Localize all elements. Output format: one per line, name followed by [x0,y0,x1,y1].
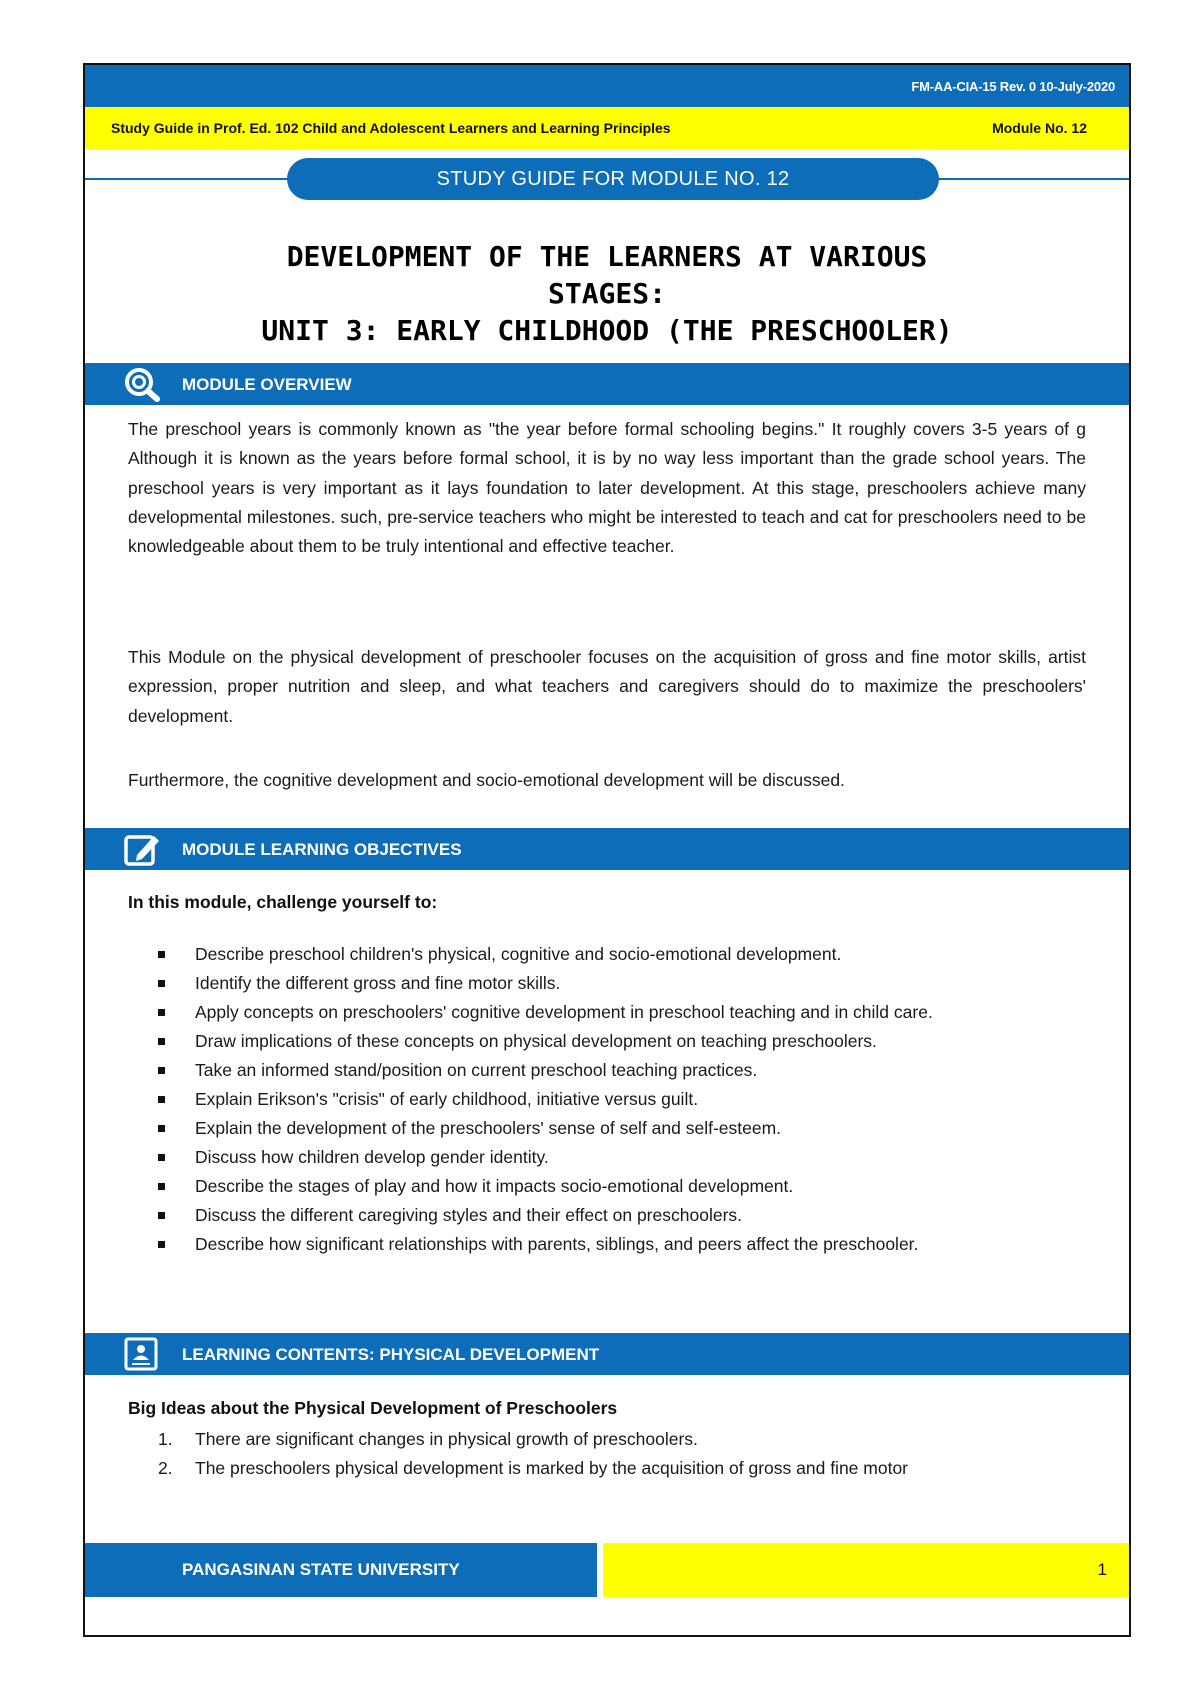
list-number: 1. [158,1429,173,1449]
bullet-icon [158,980,165,987]
page-number: 1 [1097,1560,1107,1579]
page-title-line-1: DEVELOPMENT OF THE LEARNERS AT VARIOUS [286,240,928,273]
objective-text: Describe how significant relationships with parents, siblings, and peers affect the preschooler. [195,1234,919,1254]
page-title-line-2: STAGES: [547,277,666,310]
course-header-strip [85,107,1129,149]
footer-page-bar [603,1543,1129,1597]
list-item [128,1085,1086,1114]
list-item [128,1201,1086,1230]
learning-objectives-header [85,828,1129,870]
document-icon [123,1336,163,1372]
big-idea-text: The preschoolers physical development is marked by the acquisition of gross and fine motor [195,1457,909,1478]
objective-text: Discuss how children develop gender identity. [195,1147,549,1167]
bullet-icon [158,1183,165,1190]
list-item [128,969,1086,998]
learning-contents-header [85,1333,1129,1375]
objective-text: Describe the stages of play and how it impacts socio-emotional development. [195,1176,794,1196]
overview-paragraph-2: This Module on the physical development of preschooler focuses on the acquisition of gross and fine motor skills, artist expression, proper nutrition and sleep, and what teachers and caregivers should do to maximize the preschoolers' development. [128,647,1086,726]
pencil-edit-icon [123,831,163,867]
objective-text: Draw implications of these concepts on physical development on teaching preschoolers. [195,1031,877,1051]
list-item [128,1114,1086,1143]
bullet-icon [158,1038,165,1045]
big-ideas-list [128,1425,1086,1482]
list-item [128,1143,1086,1172]
big-idea-text: There are significant changes in physical growth of preschoolers. [195,1429,698,1449]
course-title: Study Guide in Prof. Ed. 102 Child and Adolescent Learners and Learning Principles [111,120,671,136]
objective-text: Discuss the different caregiving styles and their effect on preschoolers. [195,1205,743,1225]
list-item [128,1425,1086,1454]
module-overview-header [85,363,1129,405]
magnifier-icon [123,366,163,402]
bullet-icon [158,951,165,958]
list-item [128,1056,1086,1085]
page-title-line-3: UNIT 3: EARLY CHILDHOOD (THE PRESCHOOLER) [261,314,953,347]
list-item [128,940,1086,969]
objective-text: Explain the development of the preschoolers' sense of self and self-esteem. [195,1118,782,1138]
objective-text: Take an informed stand/position on current preschool teaching practices. [195,1060,758,1080]
document-page [83,63,1131,1637]
objective-text: Describe preschool children's physical, cognitive and socio-emotional development. [195,944,842,964]
big-ideas-heading: Big Ideas about the Physical Development of Preschoolers [128,1398,618,1418]
list-item [128,1454,1086,1483]
bullet-icon [158,1154,165,1161]
overview-paragraph-3: Furthermore, the cognitive development and socio-emotional development will be discussed. [128,770,845,790]
list-item [128,1230,1086,1259]
objective-text: Apply concepts on preschoolers' cognitive development in preschool teaching and in child care. [195,1002,933,1022]
bullet-icon [158,1067,165,1074]
list-item [128,998,1086,1027]
objectives-list [128,940,1086,1259]
form-code-bar [85,65,1129,107]
bullet-icon [158,1096,165,1103]
bullet-icon [158,1125,165,1132]
list-number: 2. [158,1457,173,1478]
bullet-icon [158,1009,165,1016]
bullet-icon [158,1241,165,1248]
overview-paragraph-1: The preschool years is commonly known as "the year before formal schooling begins." It roughly covers 3-5 years of g Although it is known as the years before formal school, it is by no way less important than the grade school years. The preschool years is very important as it lays foundation to later development. At this stage, preschoolers achieve many developmental milestones. such, pre-service teachers who might be interested to teach and cat for preschoolers need to be knowledgeable about them to be truly intentional and effective teacher. [128,419,1086,557]
footer-university-bar [85,1543,597,1597]
university-name: PANGASINAN STATE UNIVERSITY [182,1560,460,1579]
learning-contents-heading: LEARNING CONTENTS: PHYSICAL DEVELOPMENT [182,1345,600,1364]
bullet-icon [158,1212,165,1219]
objective-text: Explain Erikson's "crisis" of early childhood, initiative versus guilt. [195,1089,699,1109]
list-item [128,1027,1086,1056]
module-overview-heading: MODULE OVERVIEW [182,375,352,394]
learning-objectives-heading: MODULE LEARNING OBJECTIVES [182,840,462,859]
objectives-lead: In this module, challenge yourself to: [128,892,438,912]
study-guide-title-pill: STUDY GUIDE FOR MODULE NO. 12 [287,158,939,200]
form-code: FM-AA-CIA-15 Rev. 0 10-July-2020 [911,79,1115,94]
page-title [85,238,1129,349]
objective-text: Identify the different gross and fine motor skills. [195,973,561,993]
module-number: Module No. 12 [992,120,1087,136]
list-item [128,1172,1086,1201]
